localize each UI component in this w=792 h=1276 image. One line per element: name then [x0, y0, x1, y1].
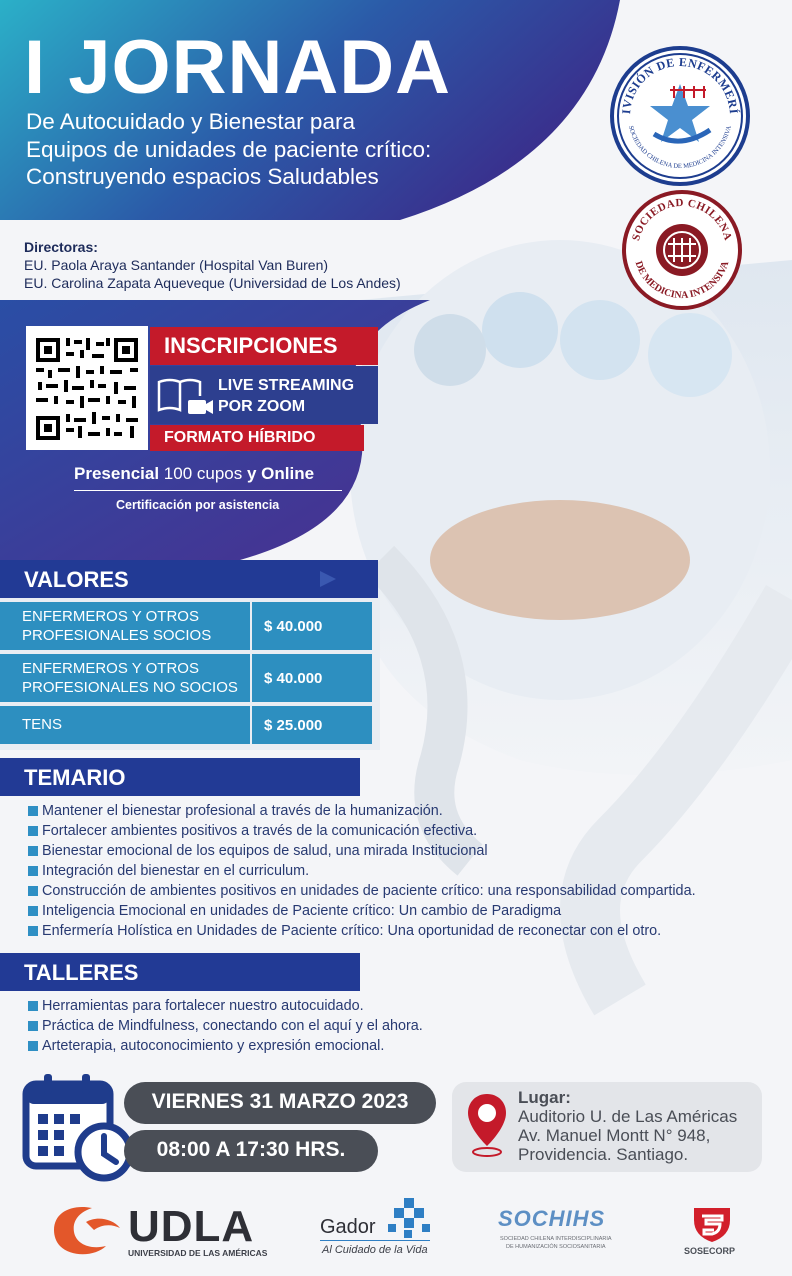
talleres-list [28, 996, 423, 1056]
udla-logo [52, 1198, 268, 1264]
online-label: Online [256, 464, 315, 483]
sociedad-chilena-logo [622, 190, 742, 310]
book-camera-icon [156, 374, 214, 418]
subtitle-line: De Autocuidado y Bienestar para [26, 109, 355, 134]
category-line: PROFESIONALES NO SOCIOS [22, 678, 238, 696]
event-date: VIERNES 31 MARZO 2023 [124, 1082, 436, 1124]
valores-price: $ 40.000 [252, 654, 372, 702]
stream-line: POR ZOOM [218, 397, 306, 415]
certificacion-text: Certificación por asistencia [116, 498, 280, 512]
category-line: TENS [22, 716, 63, 733]
sosecorp-shield-icon [690, 1204, 734, 1244]
valores-category [0, 706, 250, 744]
valores-category [0, 602, 250, 650]
category-line: PROFESIONALES SOCIOS [22, 626, 212, 644]
list-item: Práctica de Mindfulness, conectando con el aquí y el ahora. [28, 1016, 423, 1036]
list-item: Herramientas para fortalecer nuestro autocuidado. [28, 996, 423, 1016]
division-enfermeria-emblem-icon [614, 50, 746, 182]
valores-category [0, 654, 250, 702]
sochihs-subtitle: DE HUMANIZACIÓN SOCIOSANITARIA [506, 1244, 606, 1250]
temario-list [28, 801, 696, 941]
valores-price: $ 25.000 [252, 706, 372, 744]
talleres-heading [0, 953, 360, 991]
valores-heading [0, 560, 378, 598]
live-streaming-box [150, 366, 378, 424]
valores-row [0, 706, 372, 744]
valores-price: $ 40.000 [252, 602, 372, 650]
division-logo-text: IVISIÓN DE ENFERMERÍ [618, 54, 742, 115]
gador-cross-icon [386, 1196, 432, 1240]
gador-tagline: Al Cuidado de la Vida [322, 1244, 428, 1256]
subtitle-line: Construyendo espacios Saludables [26, 164, 379, 190]
udla-emblem-icon [52, 1202, 124, 1256]
list-item: Mantener el bienestar profesional a través de la humanización. [28, 801, 696, 821]
live-streaming-text [218, 376, 354, 418]
sociedad-logo-text-bottom: DE MEDICINA INTENSIVA [632, 259, 732, 302]
list-item: Fortalecer ambientes positivos a través de la comunicación efectiva. [28, 821, 696, 841]
lugar-line: Auditorio U. de Las Américas [518, 1107, 738, 1126]
directora-item: EU. Paola Araya Santander (Hospital Van Buren) [24, 257, 329, 274]
presencial-label: Presencial [74, 464, 160, 483]
valores-row [0, 654, 372, 702]
sochihs-logo [498, 1206, 628, 1262]
lugar-line: Providencia. Santiago. [518, 1145, 689, 1164]
inscripciones-banner[interactable]: INSCRIPCIONES [150, 327, 378, 365]
play-arrow-icon [316, 568, 338, 590]
qr-code-icon [26, 326, 148, 450]
subtitle-line: Equipos de unidades de paciente crítico: [26, 136, 432, 162]
event-subtitle [26, 108, 586, 191]
qr-code[interactable] [26, 326, 148, 450]
temario-heading [0, 758, 360, 796]
formato-hibrido-banner: FORMATO HÍBRIDO [150, 425, 364, 451]
division-enfermeria-logo [610, 46, 750, 186]
sociedad-chilena-emblem-icon [626, 194, 738, 306]
stream-line: LIVE STREAMING [218, 377, 355, 394]
gador-divider [320, 1240, 430, 1241]
sosecorp-name: SOSECORP [684, 1246, 736, 1256]
event-title: I JORNADA [24, 25, 452, 110]
list-item: Construcción de ambientes positivos en unidades de paciente crítico: una responsabilidad compartida. [28, 881, 696, 901]
lugar-line: Av. Manuel Montt N° 948, [518, 1126, 711, 1145]
sosecorp-logo [684, 1204, 744, 1260]
list-item: Arteterapia, autoconocimiento y expresión emocional. [28, 1036, 423, 1056]
cupos-text: 100 cupos [159, 464, 247, 483]
list-item: Bienestar emocional de los equipos de salud, una mirada Institucional [28, 841, 696, 861]
category-line: ENFERMEROS Y OTROS [22, 608, 199, 625]
gador-logo [318, 1196, 438, 1262]
list-item: Integración del bienestar en el curriculum. [28, 861, 696, 881]
calendar-clock-icon [22, 1072, 136, 1182]
category-line: ENFERMEROS Y OTROS [22, 660, 199, 677]
udla-name: UDLA [128, 1202, 255, 1251]
location-pin-icon [466, 1092, 508, 1158]
list-item: Inteligencia Emocional en unidades de Paciente crítico: Un cambio de Paradigma [28, 901, 696, 921]
division-logo-subtext: SOCIEDAD CHILENA DE MEDICINA INTENSIVA [627, 125, 733, 171]
event-time: 08:00 A 17:30 HRS. [124, 1130, 378, 1172]
gador-name: Gador [320, 1216, 376, 1238]
directora-item: EU. Carolina Zapata Aqueveque (Universidad de Los Andes) [24, 275, 401, 292]
list-item: Enfermería Holística en Unidades de Paciente crítico: Una oportunidad de reconectar con el otro. [28, 921, 696, 941]
valores-heading-text: VALORES [24, 567, 129, 592]
divider [74, 490, 342, 491]
lugar-label: Lugar: [518, 1088, 571, 1107]
sochihs-name: SOCHIHS [498, 1206, 606, 1231]
sochihs-subtitle: SOCIEDAD CHILENA INTERDISCIPLINARIA [500, 1236, 612, 1242]
talleres-heading-text: TALLERES [24, 960, 139, 985]
presencial-online-text [74, 464, 314, 484]
y-text: y [246, 464, 257, 483]
valores-row [0, 602, 372, 650]
svg-text:SOCIEDAD CHILENA DE MEDICINA I [627, 125, 733, 170]
udla-subtitle: UNIVERSIDAD DE LAS AMÉRICAS [128, 1248, 268, 1258]
directoras-block [24, 238, 401, 293]
lugar-text [518, 1088, 737, 1164]
directoras-label: Directoras: [24, 239, 98, 255]
sociedad-logo-text-top: SOCIEDAD CHILENA [630, 196, 734, 243]
temario-heading-text: TEMARIO [24, 765, 126, 790]
